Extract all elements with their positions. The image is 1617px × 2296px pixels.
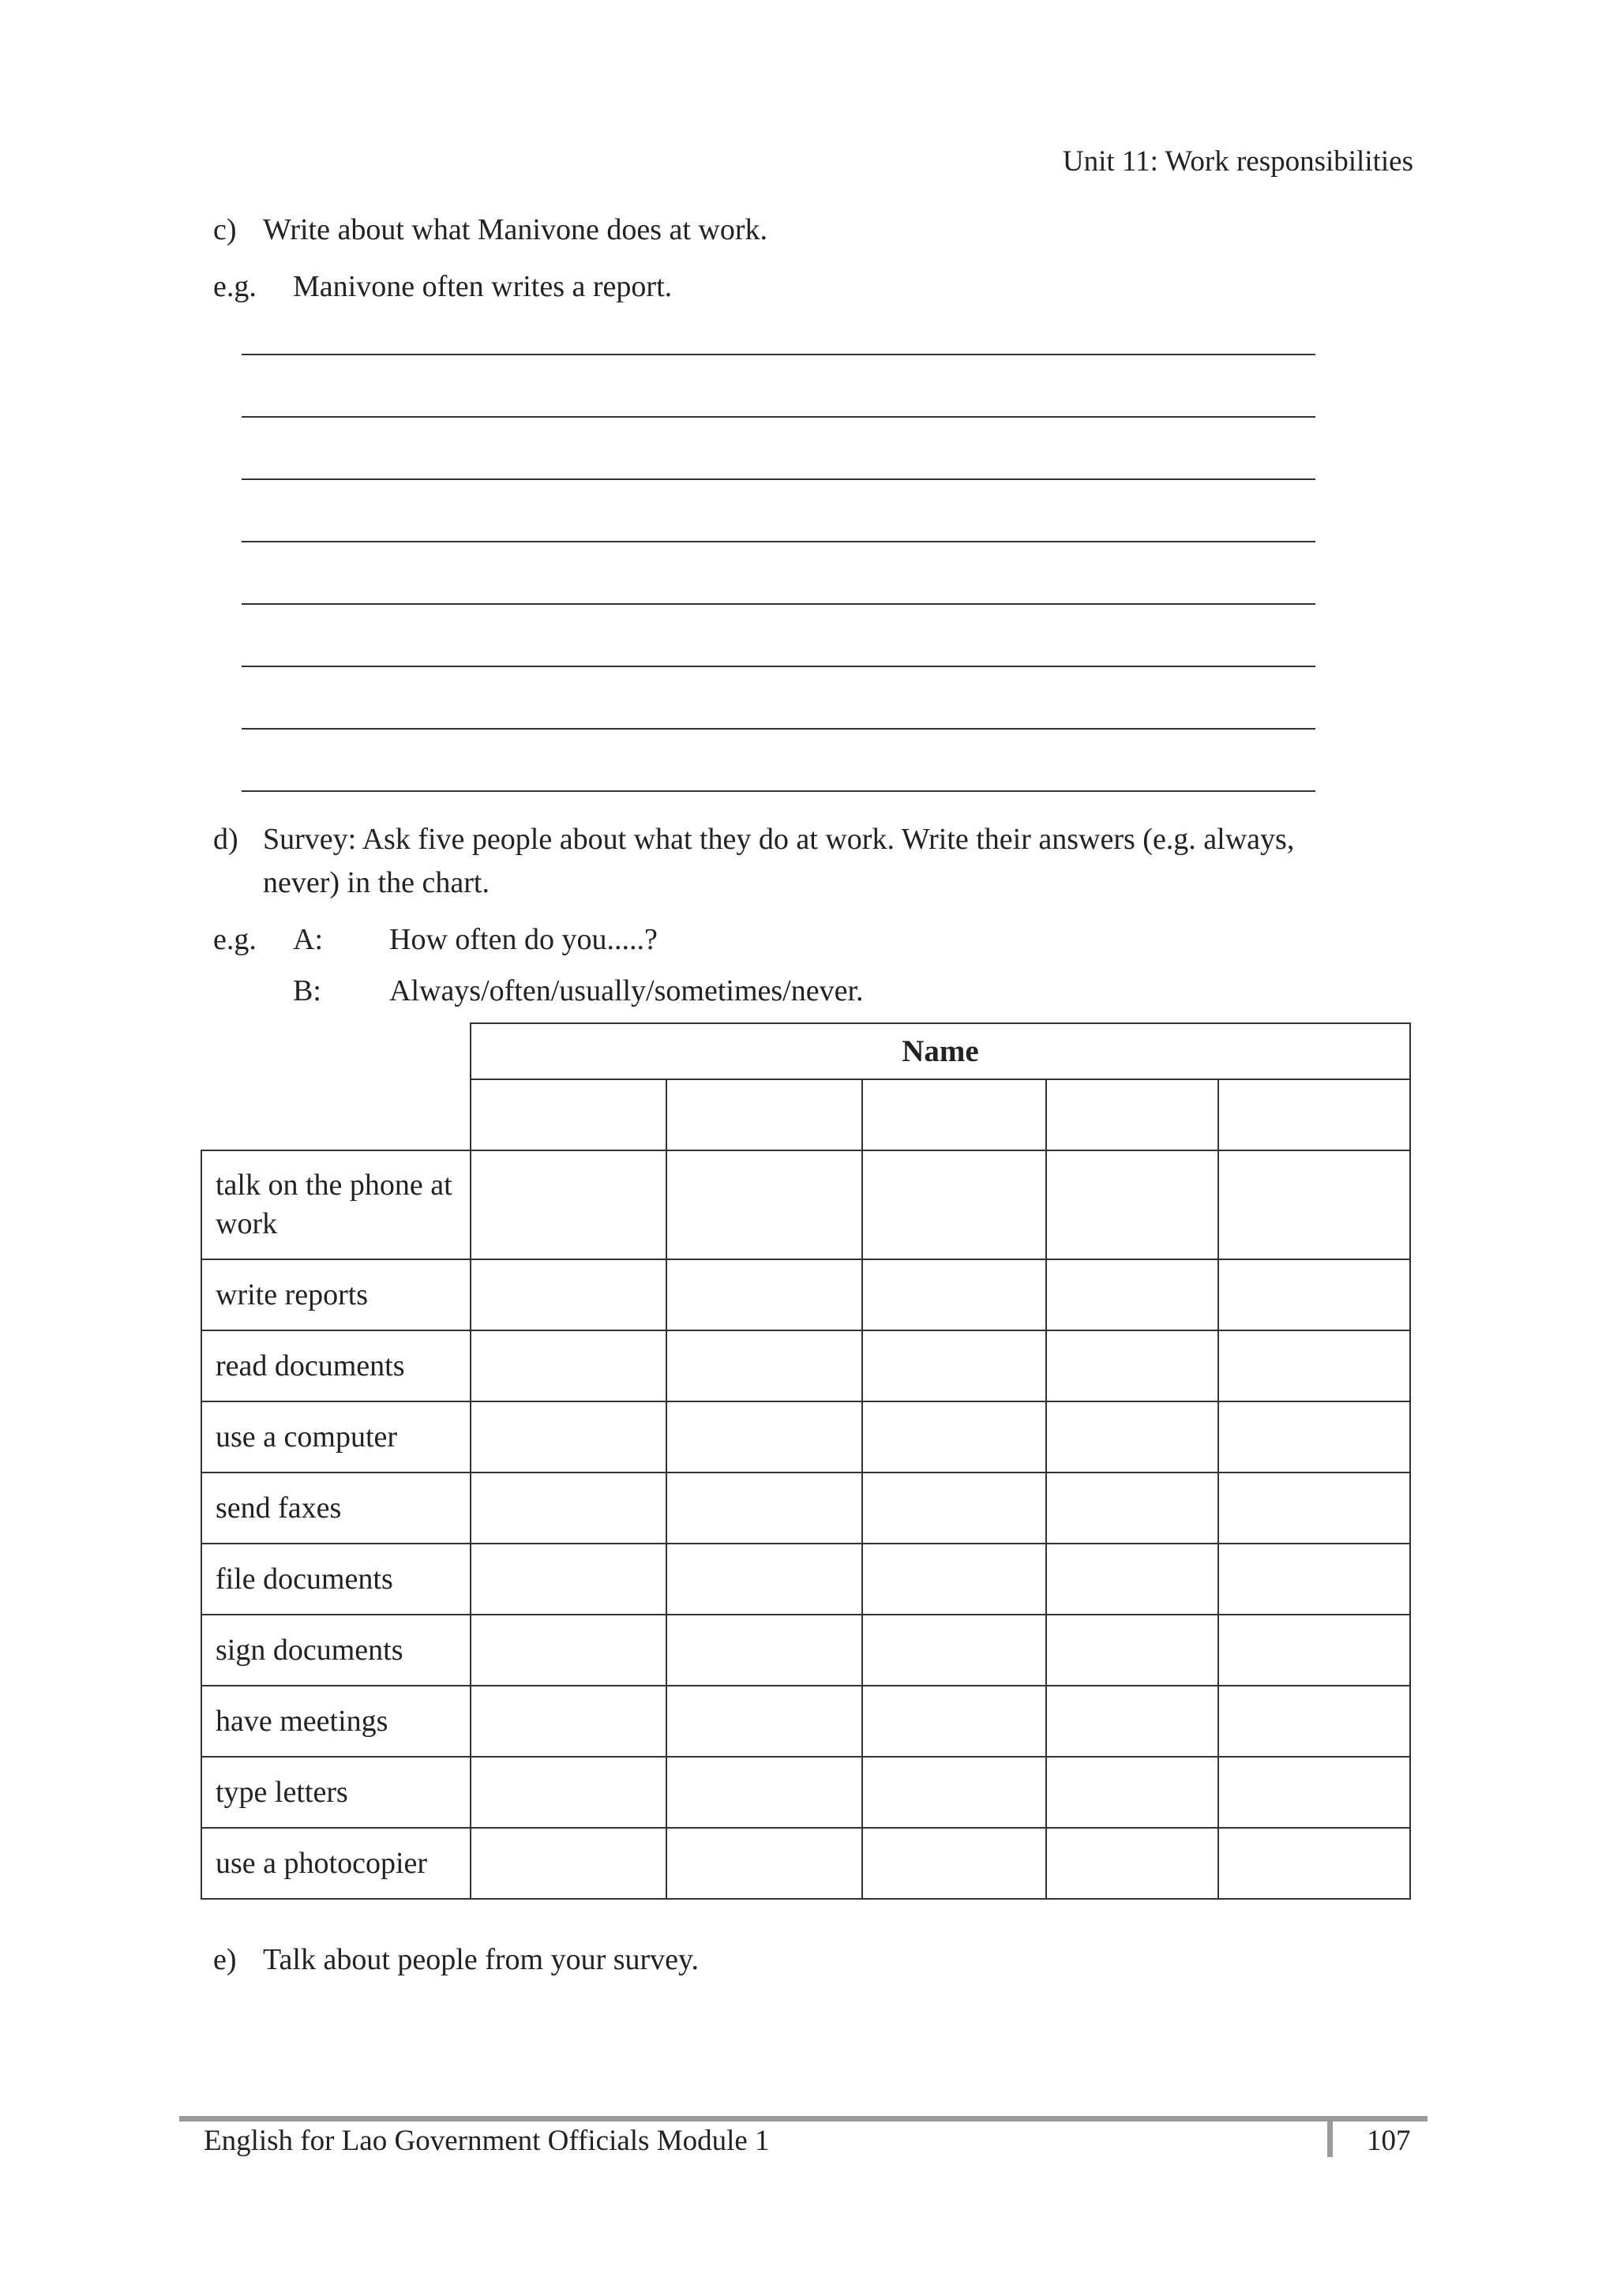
answer-cell[interactable] — [1046, 1757, 1218, 1828]
answer-cell[interactable] — [862, 1615, 1046, 1686]
answer-cell[interactable] — [1218, 1259, 1410, 1330]
answer-cell[interactable] — [862, 1473, 1046, 1544]
speaker-b-line: Always/often/usually/sometimes/never. — [389, 974, 864, 1007]
unit-header: Unit 11: Work responsibilities — [1062, 145, 1413, 178]
answer-cell[interactable] — [1218, 1757, 1410, 1828]
speaker-a-label: A: — [293, 923, 323, 956]
answer-cell[interactable] — [666, 1330, 862, 1401]
table-row — [201, 1330, 1410, 1401]
section-c-instruction: Write about what Manivone does at work. — [263, 213, 768, 246]
answer-cell[interactable] — [1218, 1615, 1410, 1686]
table-row — [201, 1259, 1410, 1330]
answer-cell[interactable] — [471, 1544, 666, 1615]
answer-cell[interactable] — [1046, 1259, 1218, 1330]
activity-label: file documents — [201, 1544, 471, 1615]
answer-cell[interactable] — [1218, 1828, 1410, 1899]
writing-line[interactable] — [242, 416, 1315, 418]
footer-book-title: English for Lao Government Officials Module 1 — [204, 2125, 770, 2157]
answer-cell[interactable] — [1218, 1150, 1410, 1259]
answer-cell[interactable] — [666, 1473, 862, 1544]
section-d-example-label: e.g. — [213, 923, 257, 956]
answer-cell[interactable] — [862, 1401, 1046, 1473]
activity-label: use a computer — [201, 1401, 471, 1473]
speaker-a-line: How often do you.....? — [389, 923, 658, 956]
table-row — [201, 1473, 1410, 1544]
answer-cell[interactable] — [471, 1757, 666, 1828]
name-cell[interactable] — [666, 1079, 862, 1150]
activity-label: sign documents — [201, 1615, 471, 1686]
answer-cell[interactable] — [862, 1686, 1046, 1757]
section-d-label: d) — [213, 823, 238, 856]
activity-label: talk on the phone at work — [201, 1150, 471, 1259]
footer-rule — [179, 2116, 1428, 2122]
answer-cell[interactable] — [1046, 1473, 1218, 1544]
table-row — [201, 1150, 1410, 1259]
section-e-label: e) — [213, 1943, 237, 1976]
writing-line[interactable] — [242, 728, 1315, 730]
answer-cell[interactable] — [666, 1615, 862, 1686]
section-e-instruction: Talk about people from your survey. — [263, 1943, 700, 1976]
writing-line[interactable] — [242, 790, 1315, 792]
name-cell[interactable] — [1046, 1079, 1218, 1150]
answer-cell[interactable] — [471, 1330, 666, 1401]
section-d-instruction-line1: Survey: Ask five people about what they do at work. Write their answers (e.g. always, — [263, 823, 1295, 856]
section-c-example-label: e.g. — [213, 270, 257, 303]
answer-cell[interactable] — [862, 1330, 1046, 1401]
answer-cell[interactable] — [862, 1828, 1046, 1899]
answer-cell[interactable] — [1046, 1544, 1218, 1615]
table-corner — [201, 1023, 471, 1150]
answer-cell[interactable] — [862, 1757, 1046, 1828]
answer-cell[interactable] — [1218, 1544, 1410, 1615]
survey-table — [201, 1022, 1411, 1900]
activity-label: send faxes — [201, 1473, 471, 1544]
writing-line[interactable] — [242, 666, 1315, 667]
table-row — [201, 1686, 1410, 1757]
section-d-instruction-line2: never) in the chart. — [263, 866, 490, 899]
section-c-label: c) — [213, 213, 237, 246]
answer-cell[interactable] — [471, 1259, 666, 1330]
answer-cell[interactable] — [471, 1686, 666, 1757]
answer-cell[interactable] — [471, 1401, 666, 1473]
footer-divider — [1327, 2116, 1333, 2157]
activity-label: write reports — [201, 1259, 471, 1330]
table-row — [201, 1401, 1410, 1473]
activity-label: type letters — [201, 1757, 471, 1828]
answer-cell[interactable] — [471, 1150, 666, 1259]
answer-cell[interactable] — [471, 1473, 666, 1544]
activity-label: use a photocopier — [201, 1828, 471, 1899]
answer-cell[interactable] — [1218, 1330, 1410, 1401]
activity-label: read documents — [201, 1330, 471, 1401]
answer-cell[interactable] — [1218, 1686, 1410, 1757]
writing-line[interactable] — [242, 478, 1315, 480]
answer-cell[interactable] — [1046, 1828, 1218, 1899]
answer-cell[interactable] — [1046, 1150, 1218, 1259]
name-header: Name — [471, 1023, 1410, 1079]
speaker-b-label: B: — [293, 974, 321, 1007]
writing-line[interactable] — [242, 603, 1315, 605]
answer-cell[interactable] — [666, 1259, 862, 1330]
answer-cell[interactable] — [666, 1757, 862, 1828]
page-number: 107 — [1367, 2125, 1411, 2157]
name-cell[interactable] — [862, 1079, 1046, 1150]
answer-cell[interactable] — [862, 1259, 1046, 1330]
answer-cell[interactable] — [1218, 1401, 1410, 1473]
answer-cell[interactable] — [666, 1544, 862, 1615]
table-row — [201, 1615, 1410, 1686]
answer-cell[interactable] — [1218, 1473, 1410, 1544]
writing-line[interactable] — [242, 354, 1315, 355]
answer-cell[interactable] — [862, 1544, 1046, 1615]
answer-cell[interactable] — [666, 1401, 862, 1473]
answer-cell[interactable] — [1046, 1330, 1218, 1401]
answer-cell[interactable] — [1046, 1401, 1218, 1473]
answer-cell[interactable] — [471, 1615, 666, 1686]
answer-cell[interactable] — [1046, 1686, 1218, 1757]
activity-label: have meetings — [201, 1686, 471, 1757]
answer-cell[interactable] — [862, 1150, 1046, 1259]
answer-cell[interactable] — [666, 1828, 862, 1899]
answer-cell[interactable] — [666, 1686, 862, 1757]
table-row — [201, 1757, 1410, 1828]
answer-cell[interactable] — [666, 1150, 862, 1259]
table-row — [201, 1544, 1410, 1615]
answer-cell[interactable] — [1046, 1615, 1218, 1686]
name-cell[interactable] — [1218, 1079, 1410, 1150]
section-c-example-text: Manivone often writes a report. — [293, 270, 673, 303]
name-cell[interactable] — [471, 1079, 666, 1150]
writing-line[interactable] — [242, 541, 1315, 542]
table-row — [201, 1828, 1410, 1899]
answer-cell[interactable] — [471, 1828, 666, 1899]
